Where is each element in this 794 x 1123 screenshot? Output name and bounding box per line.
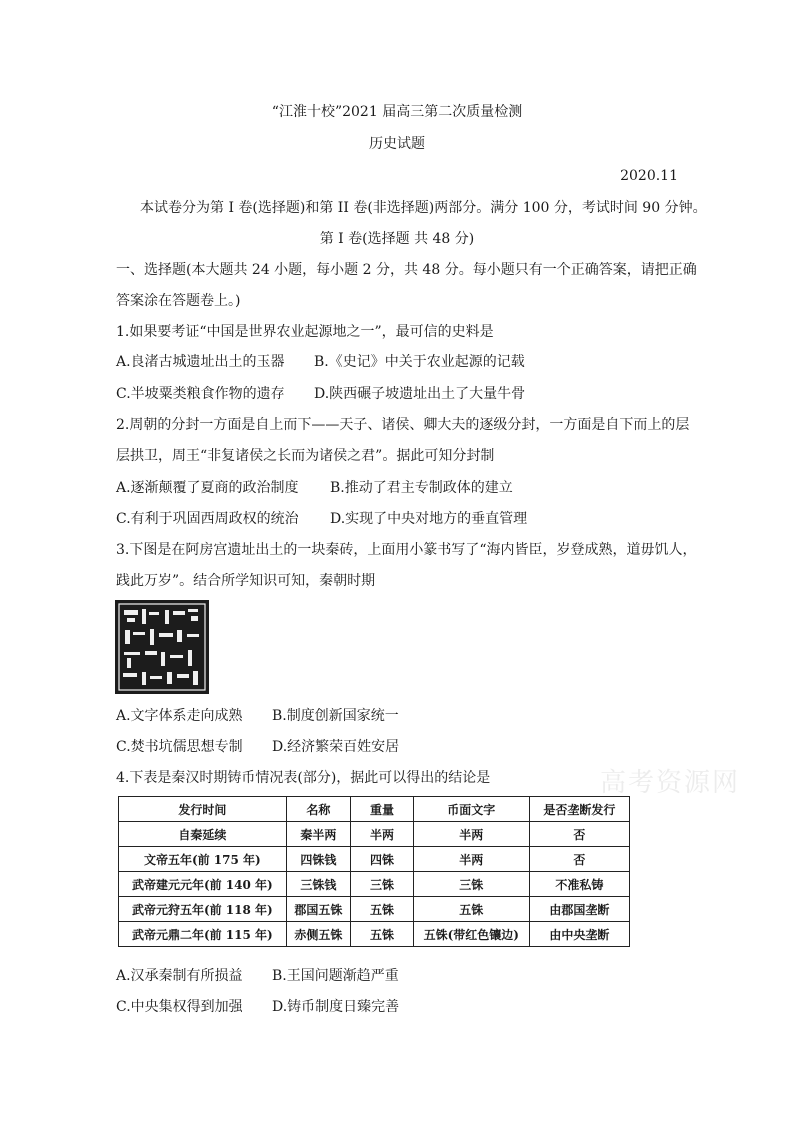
table-cell: 三铢 <box>351 872 414 897</box>
question-2-option-c: C.有利于巩固西周政权的统治 <box>116 511 299 527</box>
question-2-option-d: D.实现了中央对地方的垂直管理 <box>330 511 528 527</box>
question-3-option-c: C.焚书坑儒思想专制 <box>116 739 243 755</box>
question-2-stem-line2: 层拱卫，周王“非复诸侯之长而为诸侯之君”。据此可知分封制 <box>116 448 495 464</box>
part-heading: 第 I 卷(选择题 共 48 分) <box>319 231 475 247</box>
question-4-option-a: A.汉承秦制有所损益 <box>116 968 243 984</box>
header-name: 名称 <box>286 797 351 822</box>
table-cell: 否 <box>529 847 629 872</box>
question-4-option-b: B.王国问题渐趋严重 <box>272 968 399 984</box>
table-cell: 五铢 <box>413 897 529 922</box>
table-cell: 三铢钱 <box>286 872 351 897</box>
table-header-row <box>119 797 630 822</box>
watermark: 高考资源网 <box>600 768 741 798</box>
question-4-option-c: C.中央集权得到加强 <box>116 999 243 1015</box>
table-row <box>119 922 630 947</box>
table-cell: 由中央垄断 <box>529 922 629 947</box>
table-cell: 赤侧五铢 <box>286 922 351 947</box>
table-row <box>119 872 630 897</box>
question-4-option-d: D.铸币制度日臻完善 <box>272 999 400 1015</box>
question-3-option-d: D.经济繁荣百姓安居 <box>272 739 400 755</box>
coin-minting-table <box>118 796 630 947</box>
exam-title: “江淮十校”2021 届高三第二次质量检测 <box>271 104 523 120</box>
table-cell: 五铢 <box>351 897 414 922</box>
table-cell: 半两 <box>413 847 529 872</box>
table-cell: 武帝元鼎二年(前 115 年) <box>119 922 287 947</box>
question-2-option-a: A.逐渐颠覆了夏商的政治制度 <box>116 480 299 496</box>
table-cell: 五铢(带红色镶边) <box>413 922 529 947</box>
table-cell: 五铢 <box>351 922 414 947</box>
table-cell: 四铢 <box>351 847 414 872</box>
table-cell: 秦半两 <box>286 822 351 847</box>
question-3-option-a: A.文字体系走向成熟 <box>116 708 243 724</box>
table-cell: 文帝五年(前 175 年) <box>119 847 287 872</box>
table-row <box>119 847 630 872</box>
table-cell: 郡国五铢 <box>286 897 351 922</box>
header-weight: 重量 <box>351 797 414 822</box>
question-2-stem-line1: 2.周朝的分封一方面是自上而下——天子、诸侯、卿大夫的逐级分封，一方面是自下而上的层 <box>116 417 690 433</box>
table-cell: 武帝元狩五年(前 118 年) <box>119 897 287 922</box>
table-cell: 自秦延续 <box>119 822 287 847</box>
table-cell: 四铢钱 <box>286 847 351 872</box>
exam-subtitle: 历史试题 <box>369 136 425 152</box>
table-cell: 武帝建元元年(前 140 年) <box>119 872 287 897</box>
table-cell: 半两 <box>413 822 529 847</box>
question-1-option-a: A.良渚古城遗址出土的玉器 <box>116 354 285 370</box>
section-instructions-line2: 答案涂在答题卷上。) <box>116 293 241 309</box>
question-1-stem: 1.如果要考证“中国是世界农业起源地之一”，最可信的史料是 <box>116 324 494 340</box>
header-inscription: 币面文字 <box>413 797 529 822</box>
table-cell: 不准私铸 <box>529 872 629 897</box>
section-instructions-line1: 一、选择题(本大题共 24 小题，每小题 2 分，共 48 分。每小题只有一个正确答案，请把正确 <box>116 262 697 278</box>
question-3-option-b: B.制度创新国家统一 <box>272 708 399 724</box>
question-3-stem-line2: 践此万岁”。结合所学知识可知，秦朝时期 <box>116 573 376 589</box>
table-row <box>119 897 630 922</box>
question-4-stem: 4.下表是秦汉时期铸币情况表(部分)，据此可以得出的结论是 <box>116 770 491 786</box>
table-cell: 由郡国垄断 <box>529 897 629 922</box>
question-2-option-b: B.推动了君主专制政体的建立 <box>330 480 513 496</box>
table-row <box>119 822 630 847</box>
question-1-option-b: B.《史记》中关于农业起源的记载 <box>314 354 525 370</box>
header-issue-time: 发行时间 <box>119 797 287 822</box>
exam-date: 2020.11 <box>620 168 678 184</box>
exam-intro: 本试卷分为第 I 卷(选择题)和第 II 卷(非选择题)两部分。满分 100 分，考试时间 90 分钟。 <box>140 200 707 216</box>
table-cell: 否 <box>529 822 629 847</box>
question-3-stem-line1: 3.下图是在阿房宫遗址出土的一块秦砖，上面用小篆书写了“海内皆臣，岁登成熟，道毋饥人， <box>116 542 697 558</box>
table-cell: 三铢 <box>413 872 529 897</box>
table-cell: 半两 <box>351 822 414 847</box>
qin-brick-rubbing-image <box>115 600 209 694</box>
question-1-option-d: D.陕西碾子坡遗址出土了大量牛骨 <box>314 386 526 402</box>
header-monopoly: 是否垄断发行 <box>529 797 629 822</box>
question-1-option-c: C.半坡粟类粮食作物的遗存 <box>116 386 285 402</box>
